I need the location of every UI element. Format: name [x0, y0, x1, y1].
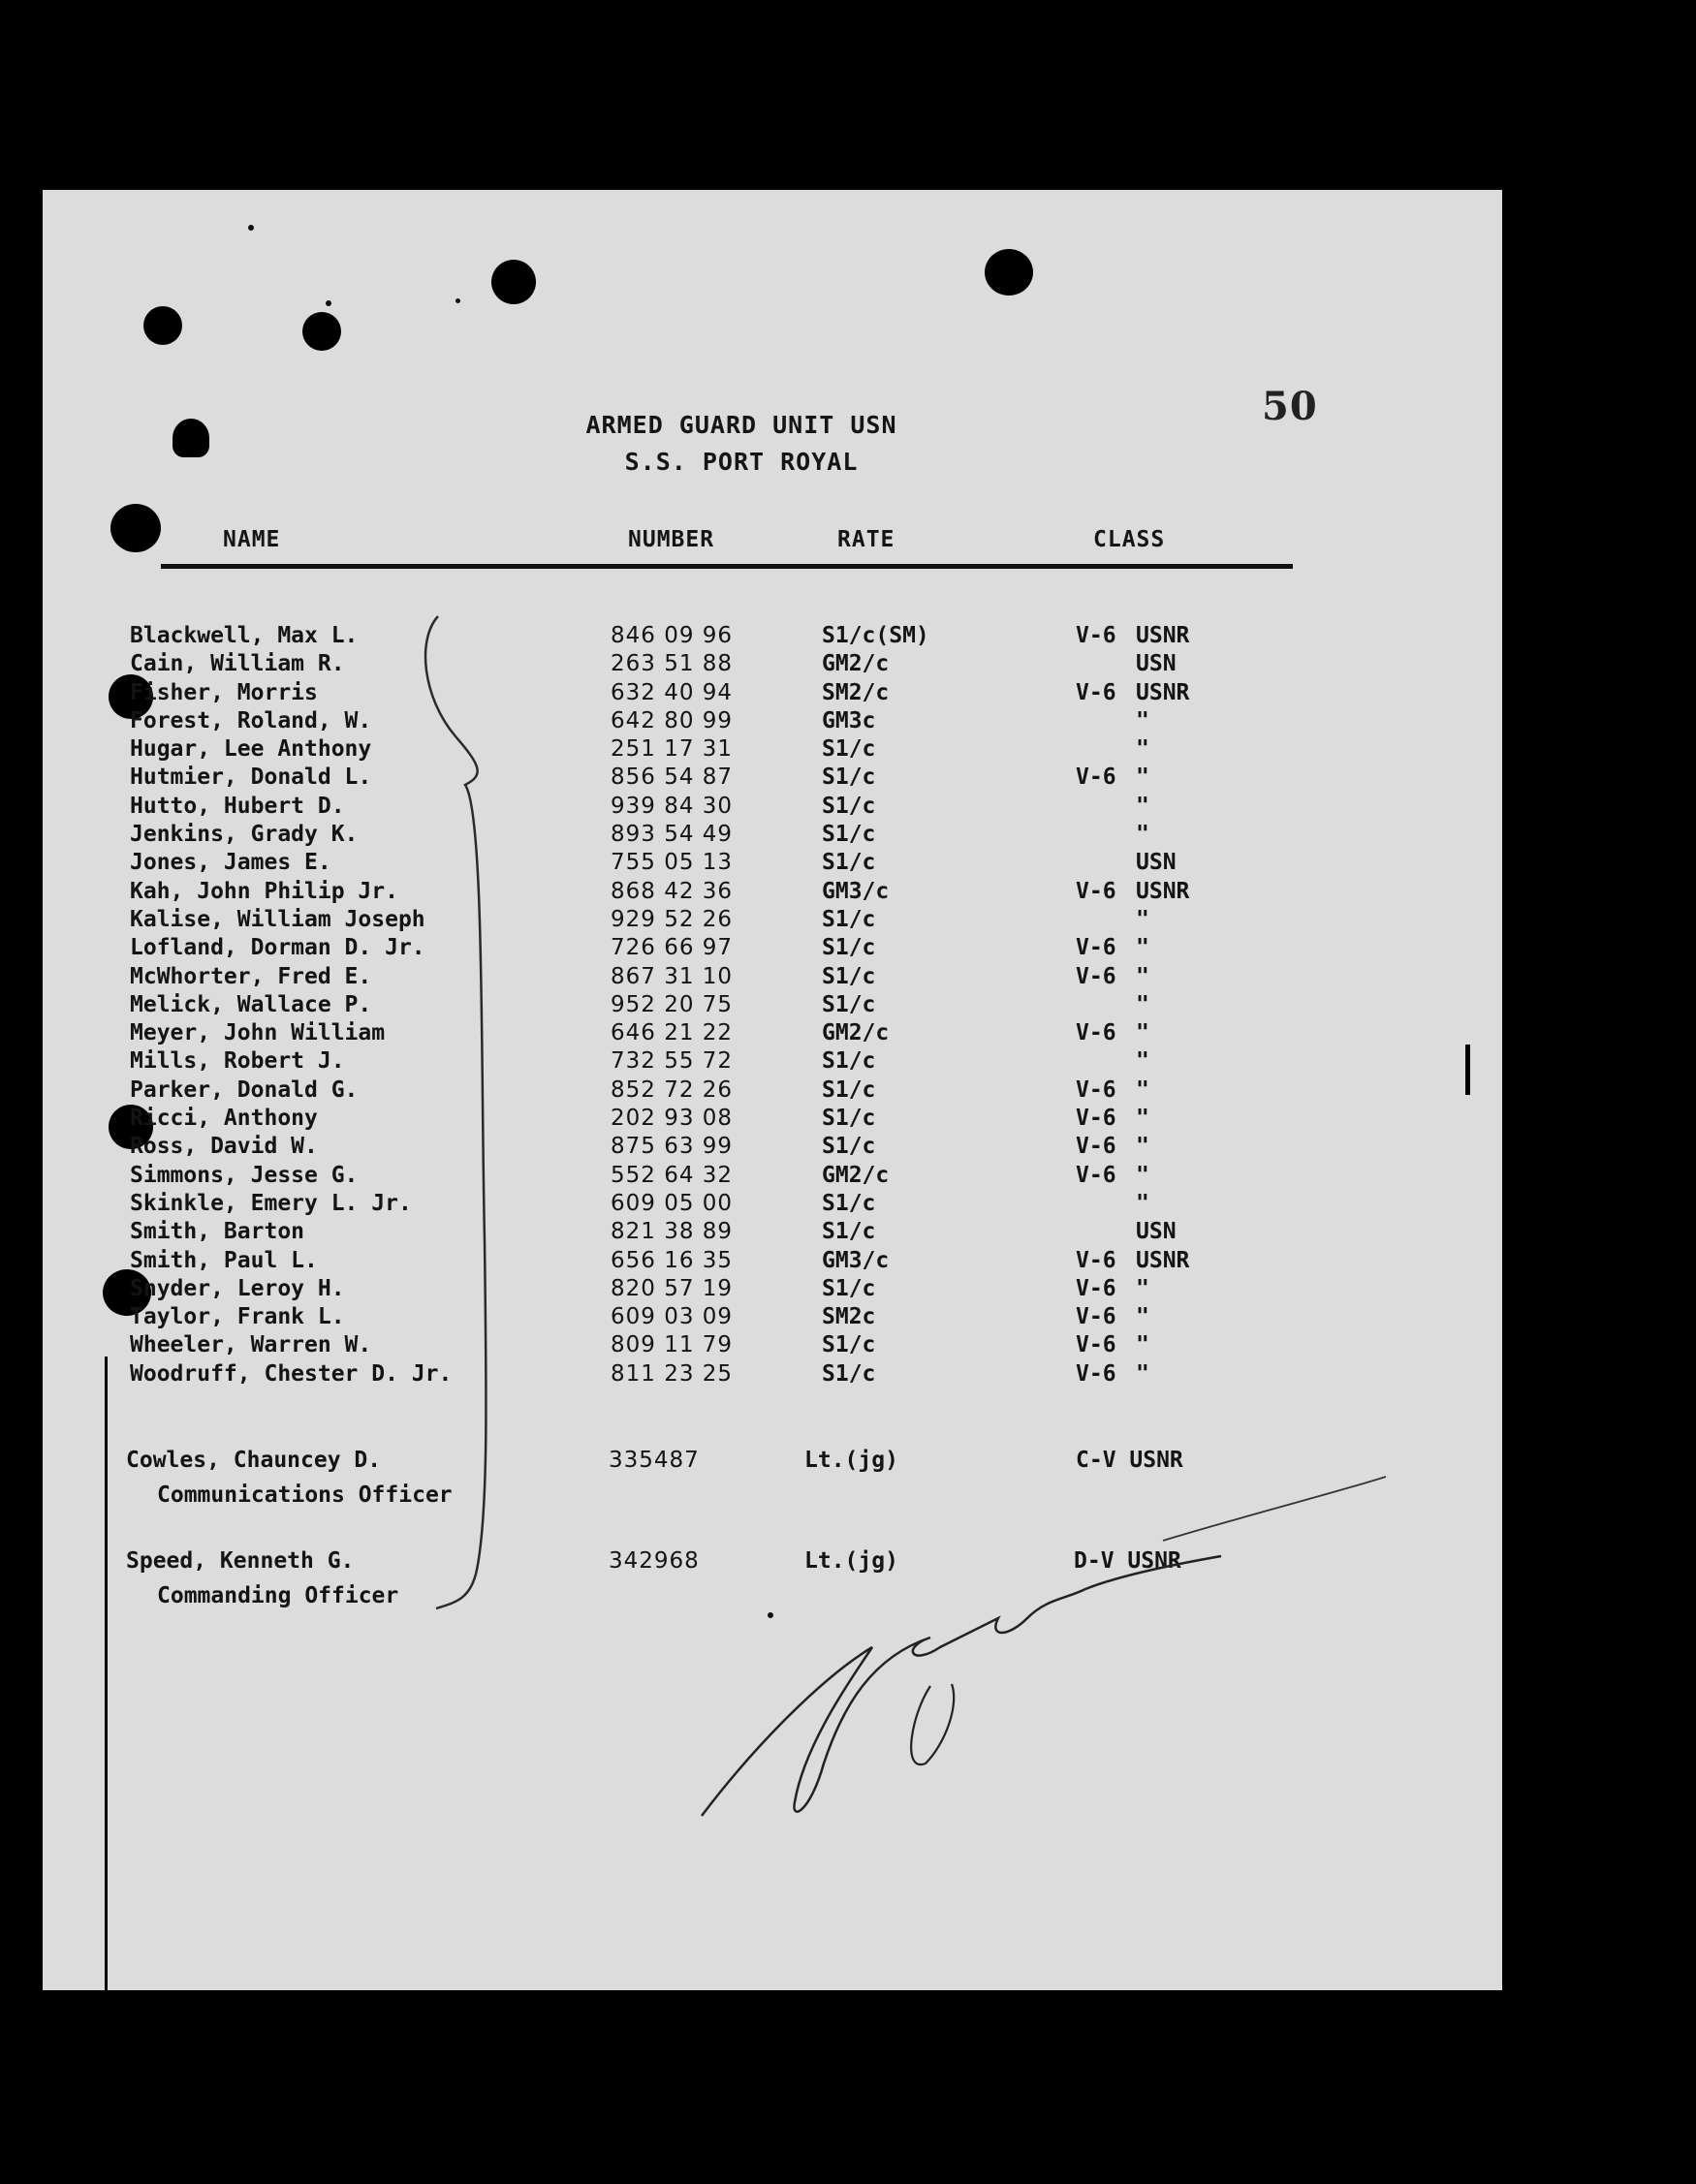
officer-name: Cowles, Chauncey D. [126, 1448, 382, 1473]
service-number: 867 31 10 [611, 963, 734, 989]
class: V-6 [1076, 935, 1116, 961]
rate: S1/c [822, 1106, 876, 1132]
crew-name: Hugar, Lee Anthony [130, 736, 372, 763]
ship-heading: S.S. PORT ROYAL [624, 448, 859, 476]
component: " [1136, 1048, 1149, 1075]
component: " [1136, 991, 1149, 1017]
component: " [1136, 1020, 1149, 1046]
service-number: 263 51 88 [611, 651, 734, 677]
service-number: 811 23 25 [611, 1360, 734, 1387]
crew-name: Hutto, Hubert D. [130, 793, 345, 819]
component: USNR [1136, 878, 1190, 904]
crew-name: Simmons, Jesse G. [130, 1162, 359, 1188]
rate: GM3/c [822, 1247, 890, 1273]
crew-name: Melick, Wallace P. [130, 991, 372, 1017]
rate: SM2c [822, 1304, 876, 1330]
component: " [1136, 1162, 1149, 1188]
component: USNR [1136, 623, 1190, 648]
crew-name: Blackwell, Max L. [130, 623, 359, 648]
service-number: 609 03 09 [611, 1304, 734, 1330]
rate: S1/c [822, 764, 876, 791]
crew-name: Taylor, Frank L. [130, 1304, 345, 1330]
service-number: 852 72 26 [611, 1076, 734, 1103]
component: " [1136, 1360, 1149, 1387]
rate: S1/c [822, 736, 876, 763]
officer-title: Commanding Officer [157, 1583, 399, 1608]
crew-name: Jenkins, Grady K. [130, 822, 359, 848]
component: " [1136, 906, 1149, 932]
service-number: 202 93 08 [611, 1106, 734, 1132]
service-number: 656 16 35 [611, 1247, 734, 1273]
officer-class: D-V USNR [1074, 1548, 1181, 1574]
service-number: 868 42 36 [611, 878, 734, 904]
service-number: 642 80 99 [611, 707, 734, 733]
page-number: 50 [1262, 384, 1318, 429]
crew-name: Parker, Donald G. [130, 1076, 359, 1103]
rate: S1/c [822, 963, 876, 989]
service-number: 875 63 99 [611, 1134, 734, 1160]
service-number: 856 54 87 [611, 764, 734, 791]
class: V-6 [1076, 679, 1116, 705]
rate: S1/c [822, 822, 876, 848]
service-number: 755 05 13 [611, 850, 734, 876]
crew-name: Mills, Robert J. [130, 1048, 345, 1075]
crew-name: Ross, David W. [130, 1134, 318, 1160]
rate: GM3/c [822, 878, 890, 904]
rate: S1/c [822, 793, 876, 819]
crew-name: Forest, Roland, W. [130, 707, 372, 733]
officer-number: 335487 [609, 1448, 700, 1473]
class: V-6 [1076, 963, 1116, 989]
crew-name: Skinkle, Emery L. Jr. [130, 1190, 412, 1216]
class: V-6 [1076, 1020, 1116, 1046]
crew-name: Wheeler, Warren W. [130, 1332, 372, 1358]
component: USN [1136, 651, 1177, 677]
class: V-6 [1076, 1162, 1116, 1188]
service-number: 929 52 26 [611, 906, 734, 932]
service-number: 939 84 30 [611, 793, 734, 819]
service-number: 609 05 00 [611, 1190, 734, 1216]
crew-name: Woodruff, Chester D. Jr. [130, 1360, 453, 1387]
component: USNR [1136, 1247, 1190, 1273]
crew-name: Meyer, John William [130, 1020, 386, 1046]
class: V-6 [1076, 1304, 1116, 1330]
class: V-6 [1076, 1247, 1116, 1273]
crew-name: McWhorter, Fred E. [130, 963, 372, 989]
component: " [1136, 1332, 1149, 1358]
crew-name: Kalise, William Joseph [130, 906, 425, 932]
crew-name: Kah, John Philip Jr. [130, 878, 398, 904]
component: " [1136, 1304, 1149, 1330]
component: " [1136, 1134, 1149, 1160]
rate: S1/c [822, 991, 876, 1017]
rate: S1/c [822, 1048, 876, 1075]
class: V-6 [1076, 1332, 1116, 1358]
component: " [1136, 764, 1149, 791]
component: " [1136, 1275, 1149, 1301]
service-number: 846 09 96 [611, 623, 734, 648]
component: " [1136, 1076, 1149, 1103]
class: V-6 [1076, 1275, 1116, 1301]
service-number: 251 17 31 [611, 736, 734, 763]
rate: S1/c [822, 906, 876, 932]
signature-stroke [911, 1684, 954, 1764]
crew-name: Jones, James E. [130, 850, 331, 876]
service-number: 726 66 97 [611, 935, 734, 961]
column-header-class: CLASS [1093, 527, 1166, 552]
component: USN [1136, 850, 1177, 876]
rate: S1/c [822, 1332, 876, 1358]
rate: SM2/c [822, 679, 890, 705]
rate: S1/c [822, 1134, 876, 1160]
service-number: 552 64 32 [611, 1162, 734, 1188]
rate: GM2/c [822, 1162, 890, 1188]
bracket-mark [425, 616, 486, 1608]
crew-name: Smith, Barton [130, 1219, 305, 1245]
service-number: 893 54 49 [611, 822, 734, 848]
crew-name: Snyder, Leroy H. [130, 1275, 345, 1301]
rate: S1/c [822, 935, 876, 961]
component: " [1136, 963, 1149, 989]
component: " [1136, 707, 1149, 733]
service-number: 809 11 79 [611, 1332, 734, 1358]
class: V-6 [1076, 1134, 1116, 1160]
crew-name: Smith, Paul L. [130, 1247, 318, 1273]
component: USN [1136, 1219, 1177, 1245]
rate: S1/c [822, 1360, 876, 1387]
service-number: 820 57 19 [611, 1275, 734, 1301]
officer-class: C-V USNR [1076, 1448, 1183, 1473]
signature [702, 1556, 1221, 1816]
service-number: 646 21 22 [611, 1020, 734, 1046]
officer-name: Speed, Kenneth G. [126, 1548, 355, 1574]
rate: GM2/c [822, 651, 890, 677]
rate: S1/c(SM) [822, 623, 929, 648]
component: " [1136, 822, 1149, 848]
service-number: 952 20 75 [611, 991, 734, 1017]
rate: S1/c [822, 850, 876, 876]
officer-title: Communications Officer [157, 1482, 453, 1508]
service-number: 821 38 89 [611, 1219, 734, 1245]
column-header-rate: RATE [837, 527, 895, 552]
component: " [1136, 1190, 1149, 1216]
rate: S1/c [822, 1190, 876, 1216]
class: V-6 [1076, 623, 1116, 648]
component: USNR [1136, 679, 1190, 705]
class: V-6 [1076, 1076, 1116, 1103]
officer-rate: Lt.(jg) [804, 1548, 898, 1574]
crew-name: Cain, William R. [130, 651, 345, 677]
rate: S1/c [822, 1076, 876, 1103]
column-header-name: NAME [223, 527, 281, 552]
class: V-6 [1076, 878, 1116, 904]
class: V-6 [1076, 1106, 1116, 1132]
service-number: 732 55 72 [611, 1048, 734, 1075]
rate: S1/c [822, 1219, 876, 1245]
rate: S1/c [822, 1275, 876, 1301]
rate: GM3c [822, 707, 876, 733]
crew-name: Hutmier, Donald L. [130, 764, 372, 791]
rate: GM2/c [822, 1020, 890, 1046]
service-number: 632 40 94 [611, 679, 734, 705]
unit-heading: ARMED GUARD UNIT USN [585, 411, 897, 439]
signature-flourish [1163, 1477, 1386, 1541]
component: " [1136, 1106, 1149, 1132]
crew-name: Lofland, Dorman D. Jr. [130, 935, 425, 961]
class: V-6 [1076, 764, 1116, 791]
component: " [1136, 793, 1149, 819]
officer-number: 342968 [609, 1548, 700, 1574]
component: " [1136, 736, 1149, 763]
crew-name: Ricci, Anthony [130, 1106, 318, 1132]
crew-name: Fisher, Morris [130, 679, 318, 705]
column-header-number: NUMBER [628, 527, 715, 552]
component: " [1136, 935, 1149, 961]
officer-rate: Lt.(jg) [804, 1448, 898, 1473]
class: V-6 [1076, 1360, 1116, 1387]
